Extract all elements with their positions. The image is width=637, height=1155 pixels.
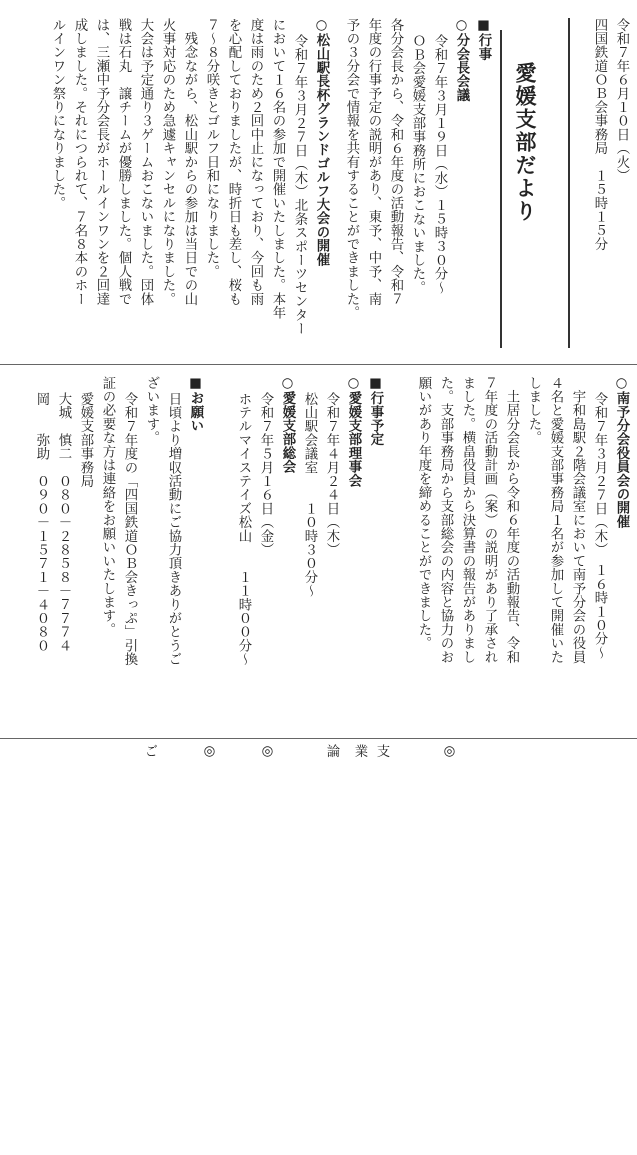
- nanyo-line-6: ７年度の活動計画（案）の説明があり了承され: [482, 376, 497, 664]
- footer-glyph-1: 支: [374, 744, 389, 758]
- request-contact-1: 大城 慎二 ０８０－２８５８－７７７４: [56, 392, 71, 653]
- golf-line-1: において１６名の参加で開催いたしました。本年: [270, 18, 285, 320]
- footer-glyph-5: ご: [142, 744, 157, 758]
- nanyo-line-9: 願いがあり年度を締めることができました。: [416, 376, 431, 650]
- request-line-3: 令和７年度の「四国鉄道ＯＢ会きっぷ」引換: [122, 392, 137, 666]
- golf-line-11: ルインワン祭りになりました。: [50, 18, 65, 210]
- board-meeting-place: 松山駅会議室 １０時３０分～: [302, 392, 317, 598]
- request-office: 愛媛支部事務局: [78, 392, 93, 488]
- footer-divider: [0, 738, 637, 739]
- golf-line-5: 残念ながら、松山駅からの参加は当日での山: [182, 18, 197, 306]
- nanyo-line-8: た。支部事務局から支部総会の内容と協力のお: [438, 376, 453, 664]
- board-meeting-heading: ○愛媛支部理事会: [346, 376, 361, 488]
- request-heading: ■お願い: [188, 376, 203, 433]
- nanyo-line-1: 令和７年３月２７日（木） １６時１０分～: [592, 392, 607, 660]
- golf-line-10: 成しました。それにつられて、７名８本のホー: [72, 18, 87, 306]
- general-meeting-heading: ○愛媛支部総会: [280, 376, 295, 474]
- golf-date: 令和７年３月２７日（木）北条スポーツセンター: [292, 34, 307, 336]
- golf-line-9: は、三瀬中予分会長がホールインワンを２回達: [94, 18, 109, 306]
- footer-glyph-3: 論: [324, 744, 339, 758]
- golf-line-4: ７～８分咲きとゴルフ日和になりました。: [204, 18, 219, 279]
- branch-meeting-line-4: 予の３分会で情報を共有することができました。: [344, 18, 359, 320]
- branch-meeting-heading: ○分会長会議: [454, 18, 469, 102]
- golf-line-2: 度は雨のため２回中止になっており、今回も雨: [248, 18, 263, 306]
- golf-line-7: 大会は予定通り３ゲームおこないました。団体: [138, 18, 153, 306]
- golf-line-6: 火事対応のため急遽キャンセルになりました。: [160, 18, 175, 306]
- footer-glyph-2: 業: [352, 744, 367, 758]
- golf-line-8: 戦は石丸 譲チームが優勝しました。個人戦で: [116, 18, 131, 306]
- request-line-1: 日頃より増収活動にご協力頂きありがとうご: [166, 392, 181, 666]
- masthead-rule-inner: [500, 30, 502, 348]
- request-line-4: 証の必要な方は連絡をお願いいたします。: [100, 376, 115, 637]
- footer-mark-3: ◎: [442, 744, 457, 760]
- nanyo-line-5: 土居分会長から令和６年度の活動報告、令和: [504, 376, 519, 664]
- nanyo-heading: ○南予分会役員会の開催: [614, 376, 629, 529]
- request-line-2: ざいます。: [144, 376, 159, 445]
- masthead-rule-outer: [568, 18, 570, 348]
- section-divider: [0, 364, 637, 365]
- nanyo-line-4: しました。: [526, 376, 541, 445]
- nanyo-line-3: ４名と愛媛支部事務局１名が参加して開催いた: [548, 376, 563, 664]
- masthead-office: 四国鉄道ＯＢ会事務局 １５時１５分: [592, 18, 607, 251]
- footer-mark-1: ◎: [260, 744, 275, 760]
- events-heading: ■行事: [476, 18, 491, 61]
- branch-meeting-line-3: 年度の行事予定の説明があり、東予、中予、南: [366, 18, 381, 306]
- golf-heading: ○松山駅長杯グランドゴルフ大会の開催: [314, 18, 329, 267]
- board-meeting-date: 令和７年４月２４日（木）: [324, 392, 339, 557]
- nanyo-line-7: ました。横畠役員から決算書の報告がありまし: [460, 376, 475, 664]
- schedule-heading: ■行事予定: [368, 376, 383, 447]
- masthead-date: 令和７年６月１０日（火）: [614, 18, 629, 183]
- golf-line-3: を心配しておりましたが、時折日も差し、桜も: [226, 18, 241, 306]
- branch-meeting-line-1: ＯＢ会愛媛支部事務所におこないました。: [410, 34, 425, 295]
- branch-meeting-date: 令和７年３月１９日（水）１５時３０分～: [432, 34, 447, 295]
- general-meeting-place: ホテルマイステイズ松山 １１時００分～: [236, 392, 251, 666]
- nanyo-line-2: 宇和島駅２階会議室において南予分会の役員: [570, 376, 585, 664]
- footer-mark-2: ◎: [202, 744, 217, 760]
- branch-meeting-line-2: 各分会長から、令和６年度の活動報告、令和７: [388, 18, 403, 306]
- page-title: 愛媛支部だより: [513, 62, 537, 223]
- general-meeting-date: 令和７年５月１６日（金）: [258, 392, 273, 557]
- request-contact-2: 岡 弥助 ０９０－１５７１－４０８０: [34, 392, 49, 653]
